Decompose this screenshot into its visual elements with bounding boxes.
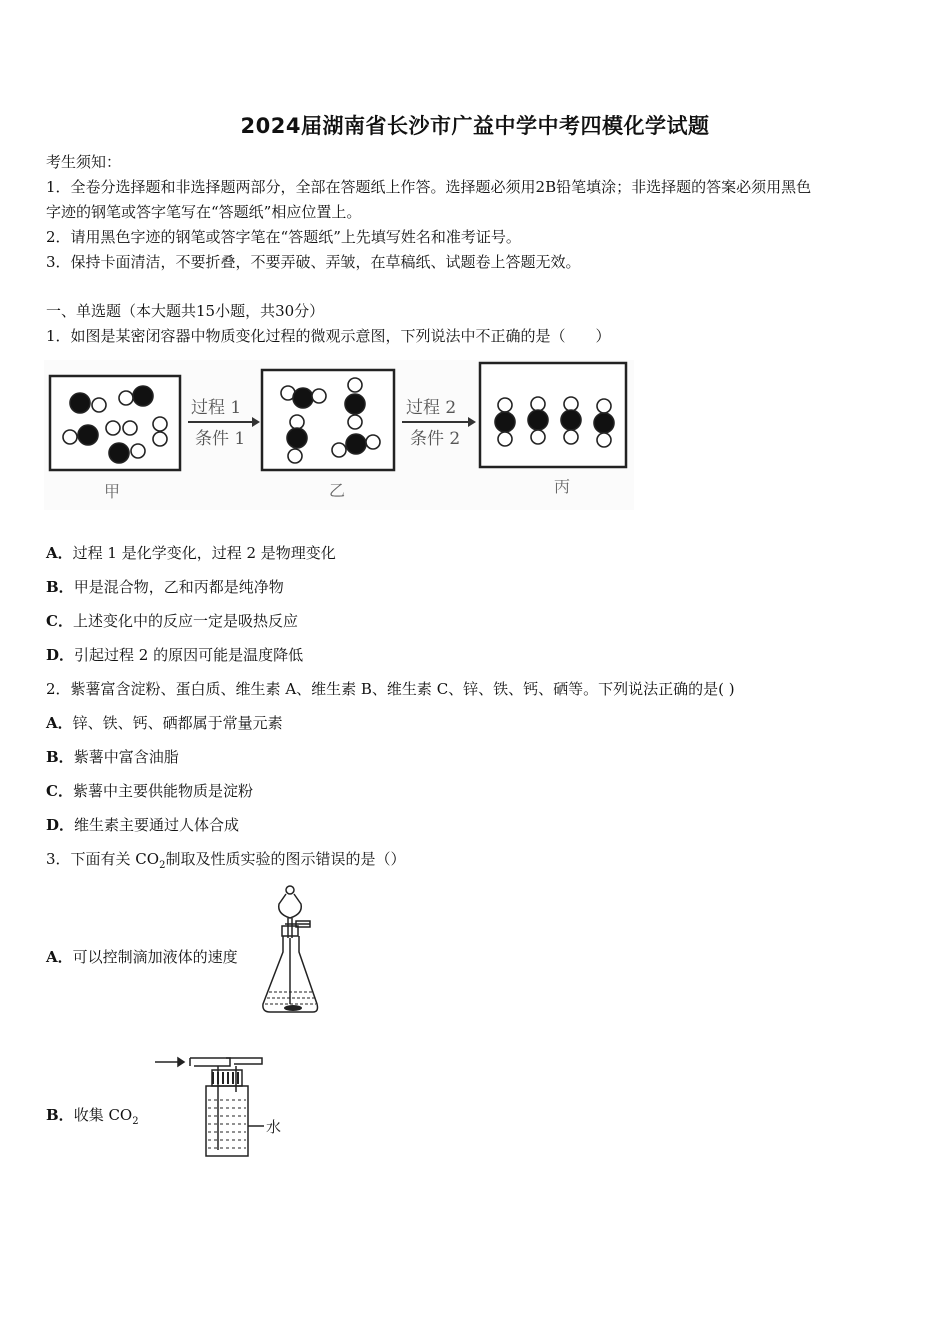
arrow1-top-label: 过程 1 (191, 398, 242, 418)
q1-option-b (46, 576, 284, 598)
option-text: 锌、铁、钙、硒都属于常量元素 (72, 714, 283, 732)
q2-option-c (46, 780, 253, 802)
option-text: 可以控制滴加液体的速度 (72, 948, 238, 966)
gas-bottle-water-diagram (150, 1050, 290, 1165)
option-text: 上述变化中的反应一定是吸热反应 (72, 612, 298, 630)
option-letter: D． (46, 816, 75, 834)
q1-molecule-diagram (44, 360, 634, 510)
option-text: 过程 1 是化学变化，过程 2 是物理变化 (72, 544, 336, 562)
label-yi: 乙 (329, 481, 346, 500)
notice-item-1: 1．全卷分选择题和非选择题两部分，全部在答题纸上作答。选择题必须用2B铅笔填涂；非选择题的答案必须用黑色 (46, 178, 812, 196)
option-text: 引起过程 2 的原因可能是温度降低 (74, 646, 304, 664)
option-letter: B． (46, 1106, 74, 1124)
q2-option-b (46, 746, 179, 768)
q3-stem (46, 848, 405, 877)
arrow1-bottom-label: 条件 1 (195, 429, 246, 449)
option-text: 紫薯中主要供能物质是淀粉 (72, 782, 253, 800)
option-letter: A． (46, 948, 73, 966)
notice-item-3: 3．保持卡面清洁，不要折叠，不要弄破、弄皱，在草稿纸、试题卷上答题无效。 (46, 253, 581, 271)
arrow2-bottom-label: 条件 2 (410, 429, 461, 449)
q2-stem: 2．紫薯富含淀粉、蛋白质、维生素 A、维生素 B、维生素 C、锌、铁、钙、硒等。下列说法正确的是( ) (46, 680, 735, 698)
option-letter: D． (46, 646, 75, 664)
q1-stem: 1．如图是某密闭容器中物质变化过程的微观示意图，下列说法中不正确的是（ ） (46, 327, 611, 345)
option-letter: C． (46, 782, 73, 800)
q3-stem-sub: 2 (159, 860, 166, 871)
water-label: 水 (266, 1118, 282, 1136)
q3-stem-post: 制取及性质实验的图示错误的是（） (165, 850, 406, 868)
label-jia: 甲 (104, 482, 121, 501)
separatory-funnel-flask-diagram (255, 880, 330, 1020)
q1-option-c (46, 610, 298, 632)
q1-option-a (46, 542, 336, 564)
page-title: 2024届湖南省长沙市广益中学中考四模化学试题 (240, 114, 710, 138)
q3-stem-pre: 3．下面有关 CO (46, 850, 160, 868)
option-text: 维生素主要通过人体合成 (74, 816, 240, 834)
q1-option-d (46, 644, 303, 666)
option-letter: C． (46, 612, 73, 630)
option-text: 收集 CO (73, 1106, 133, 1124)
notice-item-2: 2．请用黑色字迹的钢笔或答字笔在“答题纸”上先填写姓名和准考证号。 (46, 228, 521, 246)
option-letter: A． (46, 714, 73, 732)
box-yi (262, 370, 394, 470)
q2-option-a (46, 712, 283, 734)
q2-option-d (46, 814, 239, 836)
option-letter: A． (46, 544, 73, 562)
option-letter: B． (46, 748, 74, 766)
notice-heading: 考生须知： (46, 153, 122, 171)
option-text-sub: 2 (132, 1116, 139, 1127)
option-letter: B． (46, 578, 74, 596)
notice-item-1-cont: 字迹的钢笔或答字笔写在“答题纸”相应位置上。 (46, 203, 362, 221)
option-text: 甲是混合物，乙和丙都是纯净物 (73, 578, 284, 596)
q3-option-a (46, 946, 238, 968)
section-heading: 一、单选题（本大题共15小题，共30分） (46, 302, 325, 320)
arrow2-top-label: 过程 2 (406, 398, 457, 418)
q3-option-b (46, 1104, 139, 1133)
label-bing: 丙 (554, 477, 571, 496)
option-text: 紫薯中富含油脂 (73, 748, 179, 766)
